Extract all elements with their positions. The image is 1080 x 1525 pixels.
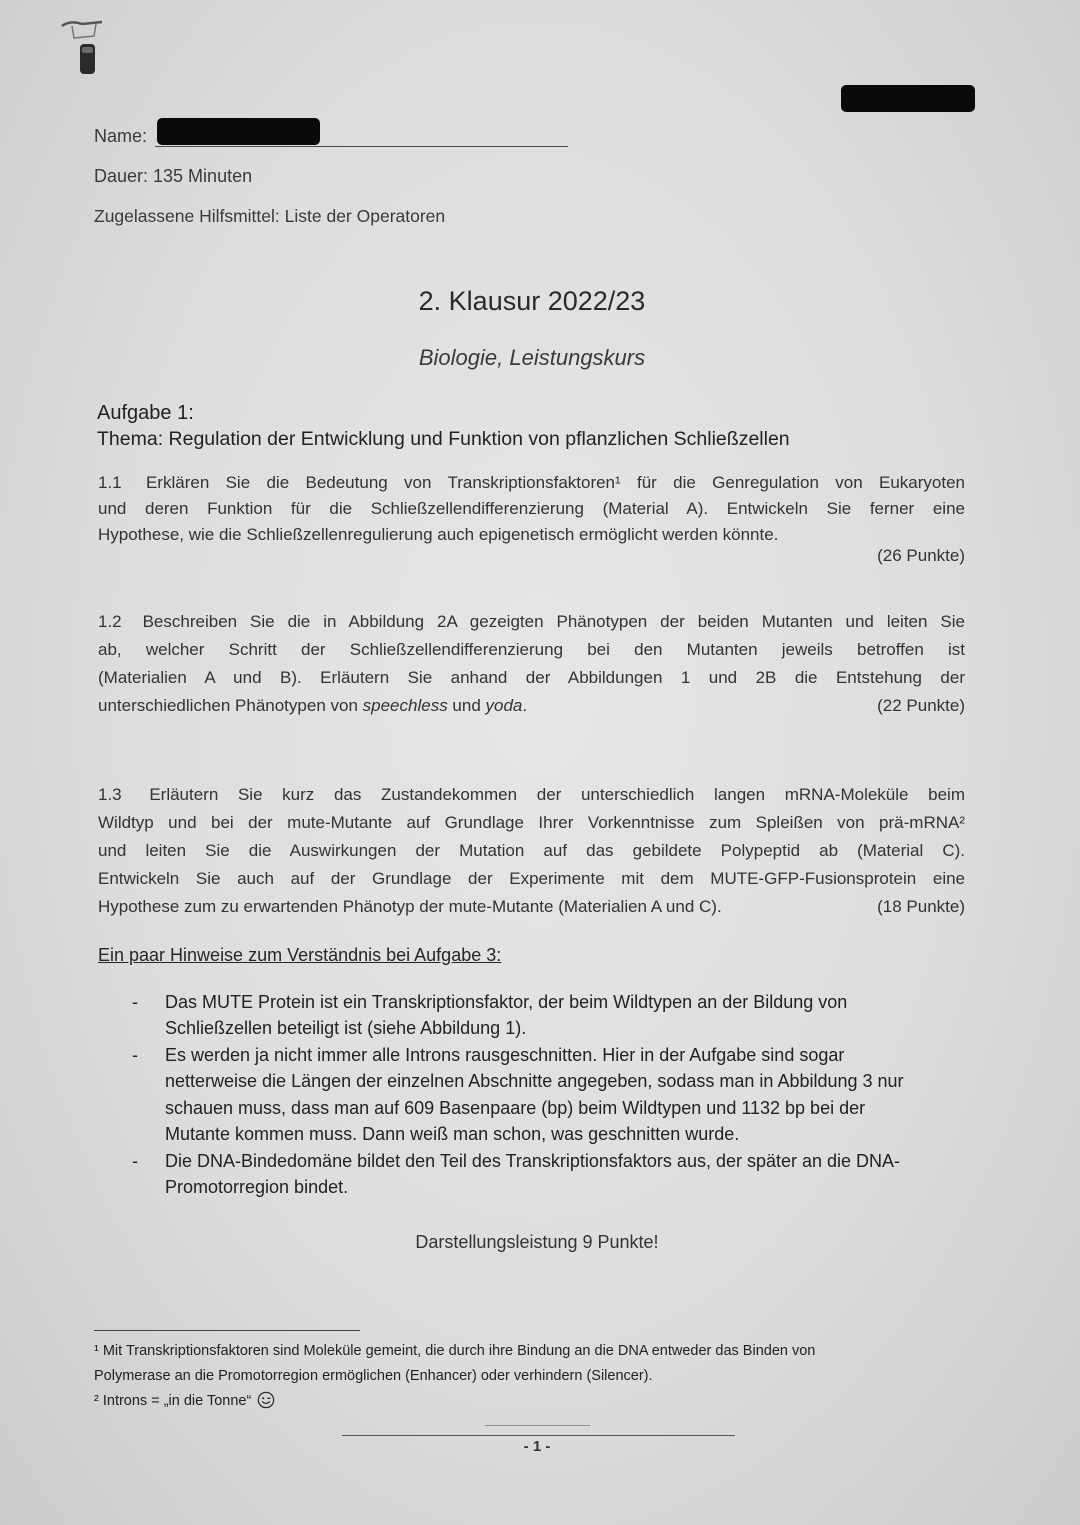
hints-list xyxy=(132,989,1025,1201)
question-points: (26 Punkte) xyxy=(877,546,965,565)
question-number: 1.2 xyxy=(98,612,122,631)
allowed-aids: Zugelassene Hilfsmittel: Liste der Operatoren xyxy=(94,206,446,226)
question-line: Entwickeln Sie auch auf der Grundlage der Experimente mit dem MUTE-GFP-Fusionsprotein eine xyxy=(98,869,965,888)
task-topic: Thema: Regulation der Entwicklung und Funktion von pflanzlichen Schließzellen xyxy=(97,428,790,450)
footnotes xyxy=(94,1339,994,1414)
hint-line: Das MUTE Protein ist ein Transkriptionsfaktor, der beim Wildtypen an der Bildung von xyxy=(165,991,848,1012)
question-line xyxy=(98,470,965,496)
hint-line: Mutante kommen muss. Dann weiß man schon, was geschnitten wurde. xyxy=(165,1124,740,1145)
question-text: Hypothese zum zu erwartenden Phänotyp der mute-Mutante (Materialien A und C). xyxy=(98,897,722,916)
question-points: (18 Punkte) xyxy=(877,897,965,916)
mutant-name: yoda xyxy=(485,696,523,715)
footnote-text: ² Introns = „in die Tonne“ xyxy=(94,1392,252,1409)
hint-line: Die DNA-Bindedomäne bildet den Teil des Transkriptionsfaktors aus, der später an die DNA- xyxy=(165,1150,901,1171)
page-rule xyxy=(342,1435,735,1436)
question-1-3 xyxy=(98,781,965,921)
corner-redaction xyxy=(841,85,975,112)
exam-title: 2. Klausur 2022/23 xyxy=(418,286,646,316)
exam-duration: Dauer: 135 Minuten xyxy=(94,166,253,186)
exam-subtitle: Biologie, Leistungskurs xyxy=(418,345,646,370)
question-text: und xyxy=(447,696,486,715)
question-line: Hypothese, wie die Schließzellenregulierung auch epigenetisch ermöglicht werden könnte. xyxy=(98,525,779,544)
bullet-marker: - xyxy=(132,991,138,1012)
question-line: ab, welcher Schritt der Schließzellendifferenzierung bei den Mutanten jeweils betroffen ist xyxy=(98,640,965,659)
question-text: Erläutern Sie kurz das Zustandekommen der unterschiedlich langen mRNA-Moleküle beim xyxy=(149,785,965,804)
hints-heading: Ein paar Hinweise zum Verständnis bei Aufgabe 3: xyxy=(98,945,502,965)
footnote-line xyxy=(94,1389,994,1414)
hint-item xyxy=(132,1042,1025,1148)
question-number: 1.1 xyxy=(98,473,122,492)
question-line xyxy=(98,893,965,921)
hint-line: netterweise die Längen der einzelnen Abschnitte angegeben, sodass man in Abbildung 3 nur xyxy=(165,1071,904,1092)
page-number: - 1 - xyxy=(523,1438,551,1455)
mutant-name: speechless xyxy=(362,696,448,715)
winking-smiley-icon xyxy=(257,1391,275,1409)
question-last-text xyxy=(98,692,527,720)
question-line: und leiten Sie die Auswirkungen der Mutation auf das gebildete Polypeptid ab (Material C). xyxy=(98,841,965,860)
name-label: Name: xyxy=(94,126,148,146)
question-line: Wildtyp und bei der mute-Mutante auf Grundlage Ihrer Vorkenntnisse zum Spleißen von prä-mRNA² xyxy=(98,813,965,832)
question-line xyxy=(98,692,965,720)
question-points: (22 Punkte) xyxy=(877,696,965,715)
hint-line: Promotorregion bindet. xyxy=(165,1177,349,1198)
question-number: 1.3 xyxy=(98,785,122,804)
footnote-line: Polymerase an die Promotorregion ermöglichen (Enhancer) oder verhindern (Silencer). xyxy=(94,1367,653,1384)
hint-item xyxy=(132,989,1025,1042)
question-1-1 xyxy=(98,470,965,548)
name-underline xyxy=(155,146,568,147)
bullet-marker: - xyxy=(132,1044,138,1065)
hint-item xyxy=(132,1148,1025,1201)
question-text: unterschiedlichen Phänotypen von xyxy=(98,696,363,715)
hint-line: schauen muss, dass man auf 609 Basenpaare (bp) beim Wildtypen und 1132 bp bei der xyxy=(165,1097,866,1118)
question-line xyxy=(98,608,965,636)
question-1-2 xyxy=(98,608,965,720)
hint-line: Schließzellen beteiligt ist (siehe Abbildung 1). xyxy=(165,1018,527,1039)
page-rule-short xyxy=(485,1425,590,1426)
hint-line: Es werden ja nicht immer alle Introns rausgeschnitten. Hier in der Aufgabe sind sogar xyxy=(165,1044,845,1065)
footnote-line: ¹ Mit Transkriptionsfaktoren sind Moleküle gemeint, die durch ihre Bindung an die DNA entweder das Binden von xyxy=(94,1342,816,1359)
question-text: . xyxy=(522,696,528,715)
bullet-marker: - xyxy=(132,1150,138,1171)
question-line: und deren Funktion für die Schließzellendifferenzierung (Material A). Entwickeln Sie ferner eine xyxy=(98,499,965,518)
footnote-divider xyxy=(94,1330,360,1331)
name-redaction xyxy=(157,118,320,145)
task-heading: Aufgabe 1: xyxy=(97,402,194,424)
question-text: Beschreiben Sie die in Abbildung 2A gezeigten Phänotypen der beiden Mutanten und leiten Sie xyxy=(142,612,965,631)
question-line xyxy=(98,781,965,809)
question-line: (Materialien A und B). Erläutern Sie anhand der Abbildungen 1 und 2B die Entstehung der xyxy=(98,668,965,687)
staple-mark xyxy=(60,16,110,84)
question-text: Erklären Sie die Bedeutung von Transkriptionsfaktoren¹ für die Genregulation von Eukaryoten xyxy=(145,473,965,492)
presentation-points-note: Darstellungsleistung 9 Punkte! xyxy=(415,1232,659,1252)
